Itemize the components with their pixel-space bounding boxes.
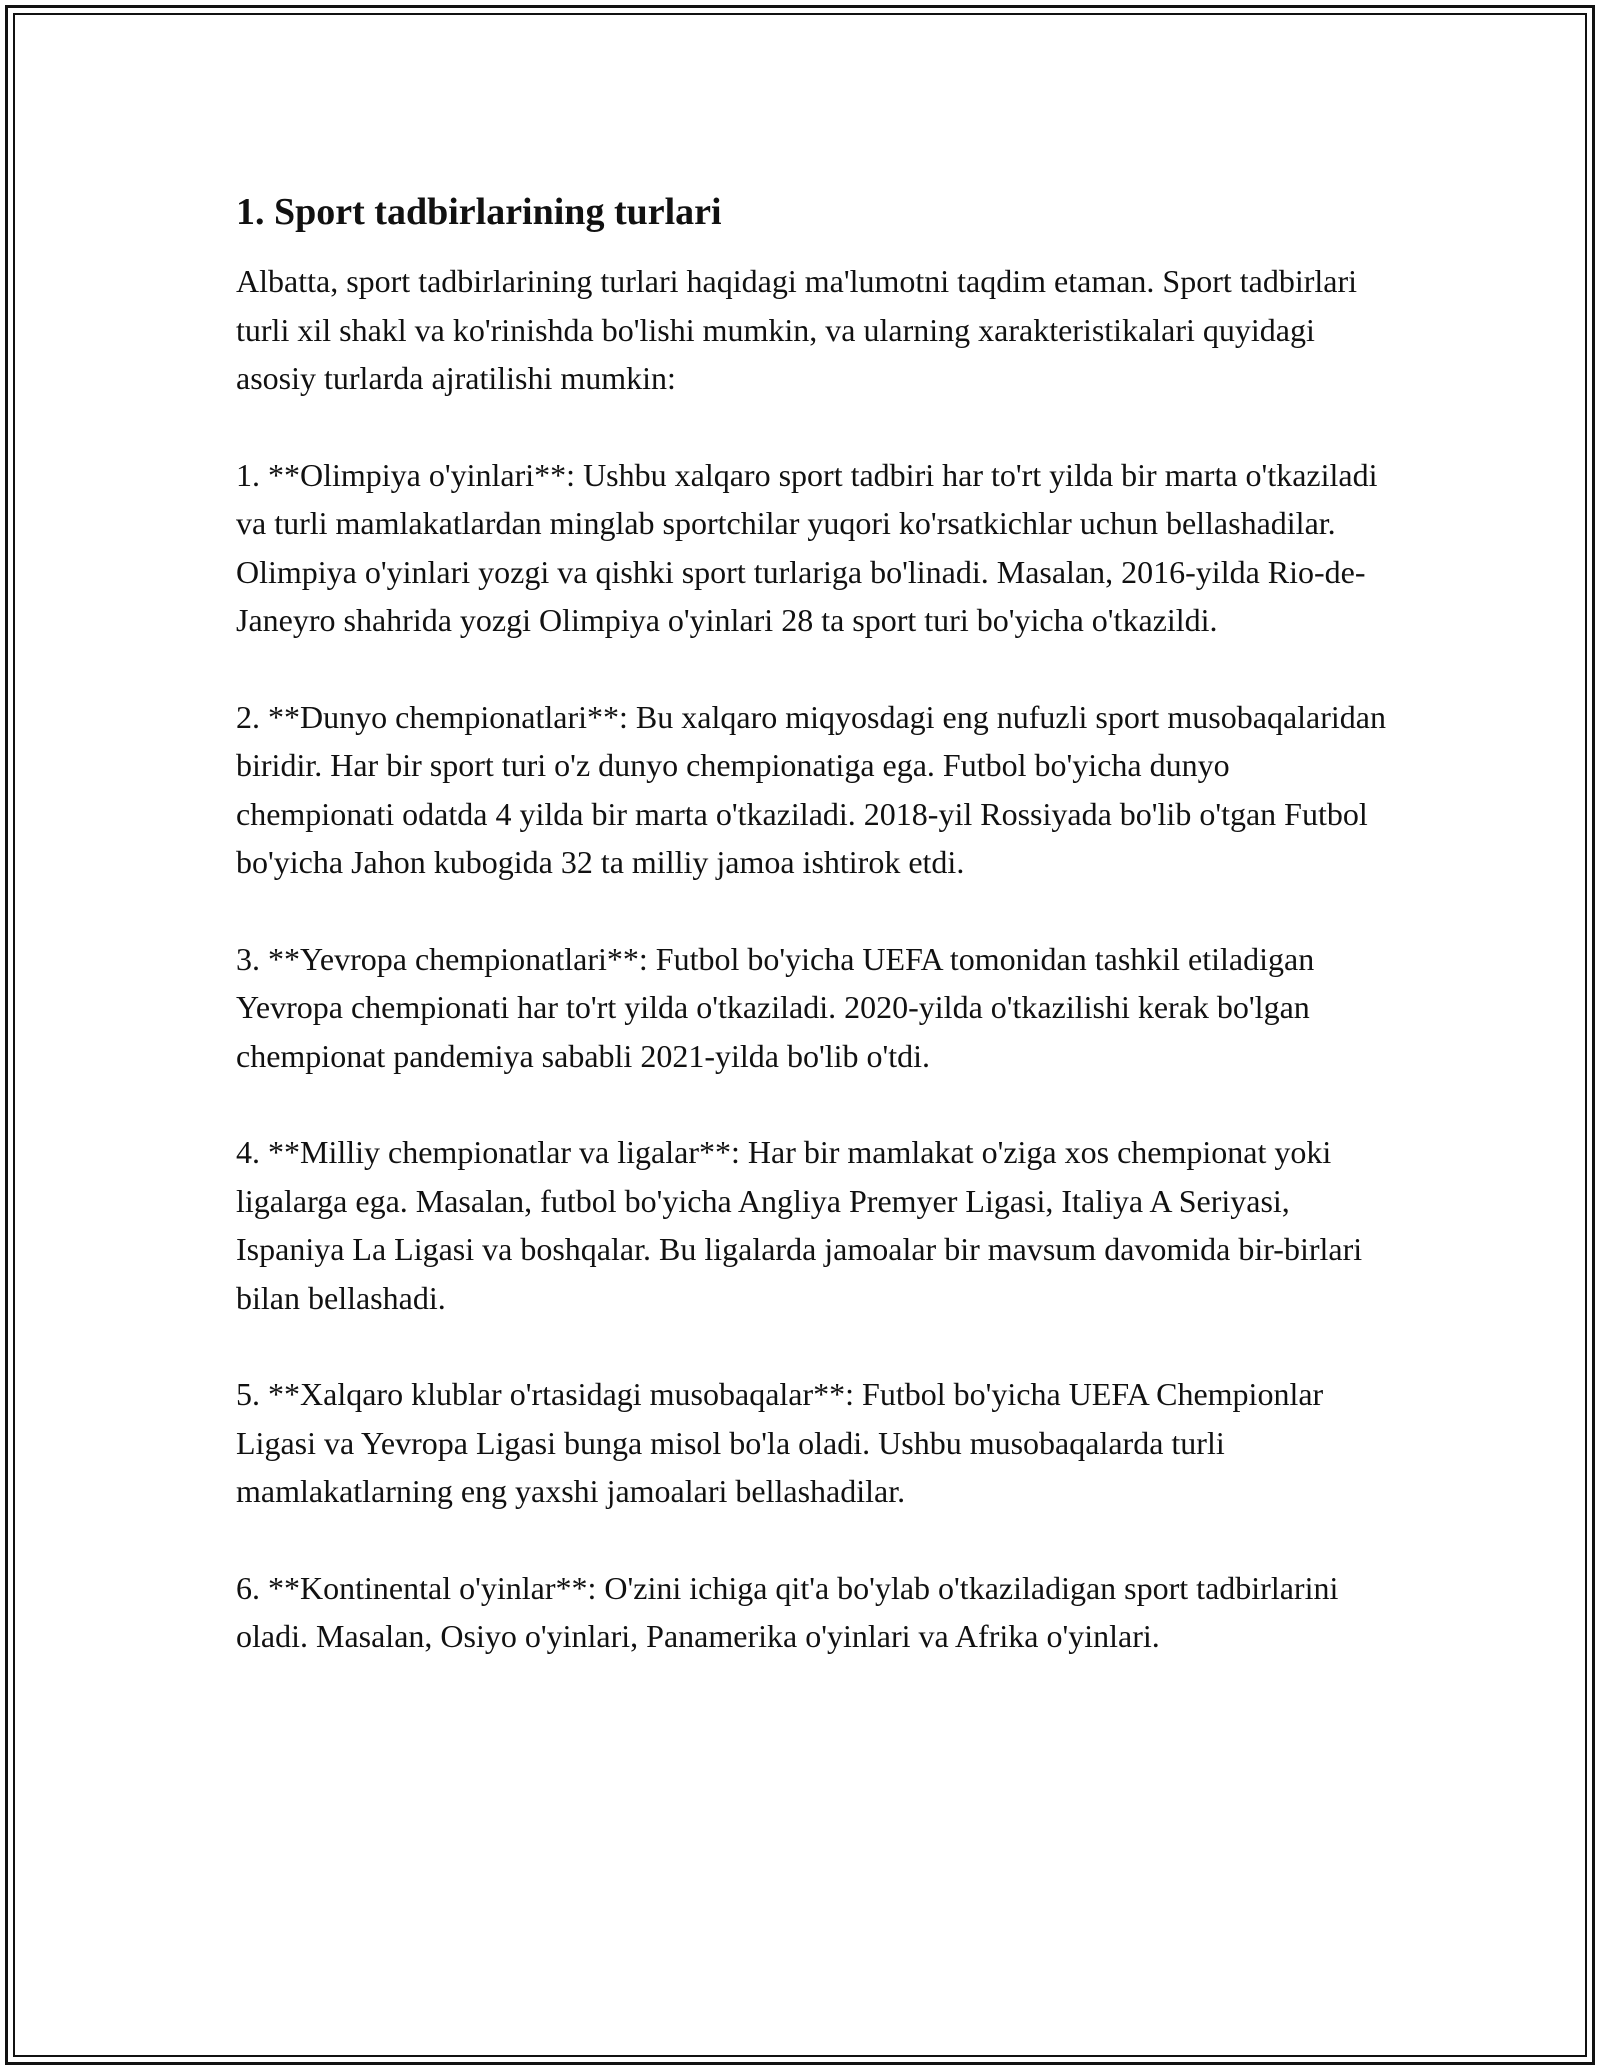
list-item-olympics: 1. **Olimpiya o'yinlari**: Ushbu xalqaro sport tadbiri har to'rt yilda bir marta o'tkaziladi va turli mamlakatlardan minglab sportchilar yuqori ko'rsatkichlar uchun bellashadilar. Olimpiya o'yinlari yozgi va qishki sport turlariga bo'linadi. Masalan, 2016-yilda Rio-de-Janeyro shahrida yozgi Olimpiya o'yinlari 28 ta sport turi bo'yicha o'tkazildi. [236, 456, 1386, 638]
list-item-continental-games: 6. **Kontinental o'yinlar**: O'zini ichiga qit'a bo'ylab o'tkaziladigan sport tadbirlarini oladi. Masalan, Osiyo o'yinlari, Panamerika o'yinlari va Afrika o'yinlari. [236, 1569, 1347, 1654]
document-body [236, 187, 1394, 1709]
list-item-european-championships: 3. **Yevropa chempionatlari**: Futbol bo'yicha UEFA tomonidan tashkil etiladigan Yevropa chempionati har to'rt yilda o'tkaziladi. 2020-yilda o'tkazilishi kerak bo'lgan chempionat pandemiya sababli 2021-yilda bo'lib o'tdi. [236, 940, 1322, 1074]
list-item-world-championships: 2. **Dunyo chempionatlari**: Bu xalqaro miqyosdagi eng nufuzli sport musobaqalaridan biridir. Har bir sport turi o'z dunyo chempionatiga ega. Futbol bo'yicha dunyo chempionati odatda 4 yilda bir marta o'tkaziladi. 2018-yil Rossiyada bo'lib o'tgan Futbol bo'yicha Jahon kubogida 32 ta milliy jamoa ishtirok etdi. [236, 698, 1394, 880]
intro-paragraph: Albatta, sport tadbirlarining turlari haqidagi ma'lumotni taqdim etaman. Sport tadbirlari turli xil shakl va ko'rinishda bo'lishi mumkin, va ularning xarakteristikalari quyidagi asosiy turlarda ajratilishi mumkin: [236, 263, 1366, 396]
section-heading: 1. Sport tadbirlarining turlari [236, 191, 722, 233]
list-item-club-competitions: 5. **Xalqaro klublar o'rtasidagi musobaqalar**: Futbol bo'yicha UEFA Chempionlar Ligasi va Yevropa Ligasi bunga misol bo'la oladi. Ushbu musobaqalarda turli mamlakatlarning eng yaxshi jamoalari bellashadilar. [236, 1376, 1332, 1509]
list-item-national-leagues: 4. **Milliy chempionatlar va ligalar**: Har bir mamlakat o'ziga xos chempionat yoki ligalarga ega. Masalan, futbol bo'yicha Angliya Premyer Ligasi, Italiya A Seriyasi, Ispaniya La Ligasi va boshqalar. Bu ligalarda jamoalar bir mavsum davomida bir-birlari bilan bellashadi. [236, 1134, 1371, 1316]
